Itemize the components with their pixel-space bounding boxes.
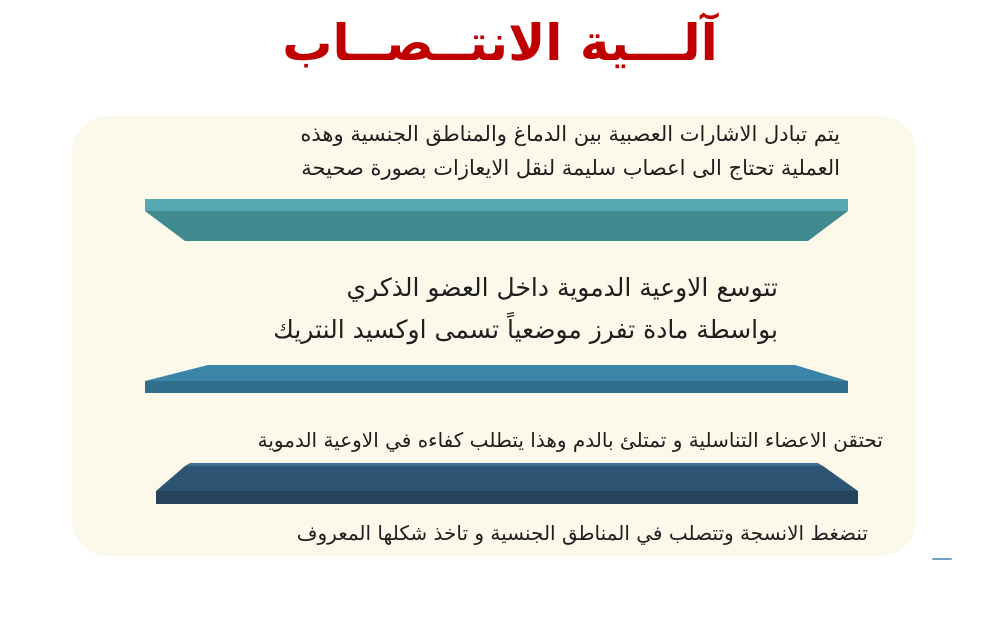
separator-3-base bbox=[156, 491, 858, 504]
separator-3-top bbox=[185, 463, 823, 466]
separator-1-strip bbox=[145, 199, 848, 211]
step-1-line-1: يتم تبادل الاشارات العصبية بين الدماغ والمناطق الجنسية وهذه bbox=[300, 122, 840, 146]
separator-2-trapezoid bbox=[145, 365, 848, 381]
corner-decoration bbox=[932, 558, 952, 560]
step-1-line-2: العملية تحتاج الى اعصاب سليمة لنقل الايعازات بصورة صحيحة bbox=[301, 156, 840, 180]
step-3-line-1: تحتقن الاعضاء التناسلية و تمتلئ بالدم وهذا يتطلب كفاءه في الاوعية الدموية bbox=[257, 428, 883, 452]
separator-1-trapezoid bbox=[145, 211, 848, 241]
step-2-text bbox=[273, 267, 778, 351]
step-2-line-1: تتوسع الاوعية الدموية داخل العضو الذكري bbox=[346, 273, 778, 302]
page-title: آلـــية الانتــصــاب bbox=[282, 14, 718, 72]
step-1-text bbox=[300, 117, 840, 185]
separator-3-trapezoid bbox=[156, 466, 858, 491]
step-2-line-2: بواسطة مادة تفرز موضعياً تسمى اوكسيد النتريك bbox=[273, 315, 778, 344]
step-4-text bbox=[297, 518, 868, 548]
step-4-line-1: تنضغط الانسجة وتتصلب في المناطق الجنسية و تاخذ شكلها المعروف bbox=[296, 521, 868, 545]
separator-2-base bbox=[145, 381, 848, 393]
step-3-text bbox=[258, 425, 883, 455]
